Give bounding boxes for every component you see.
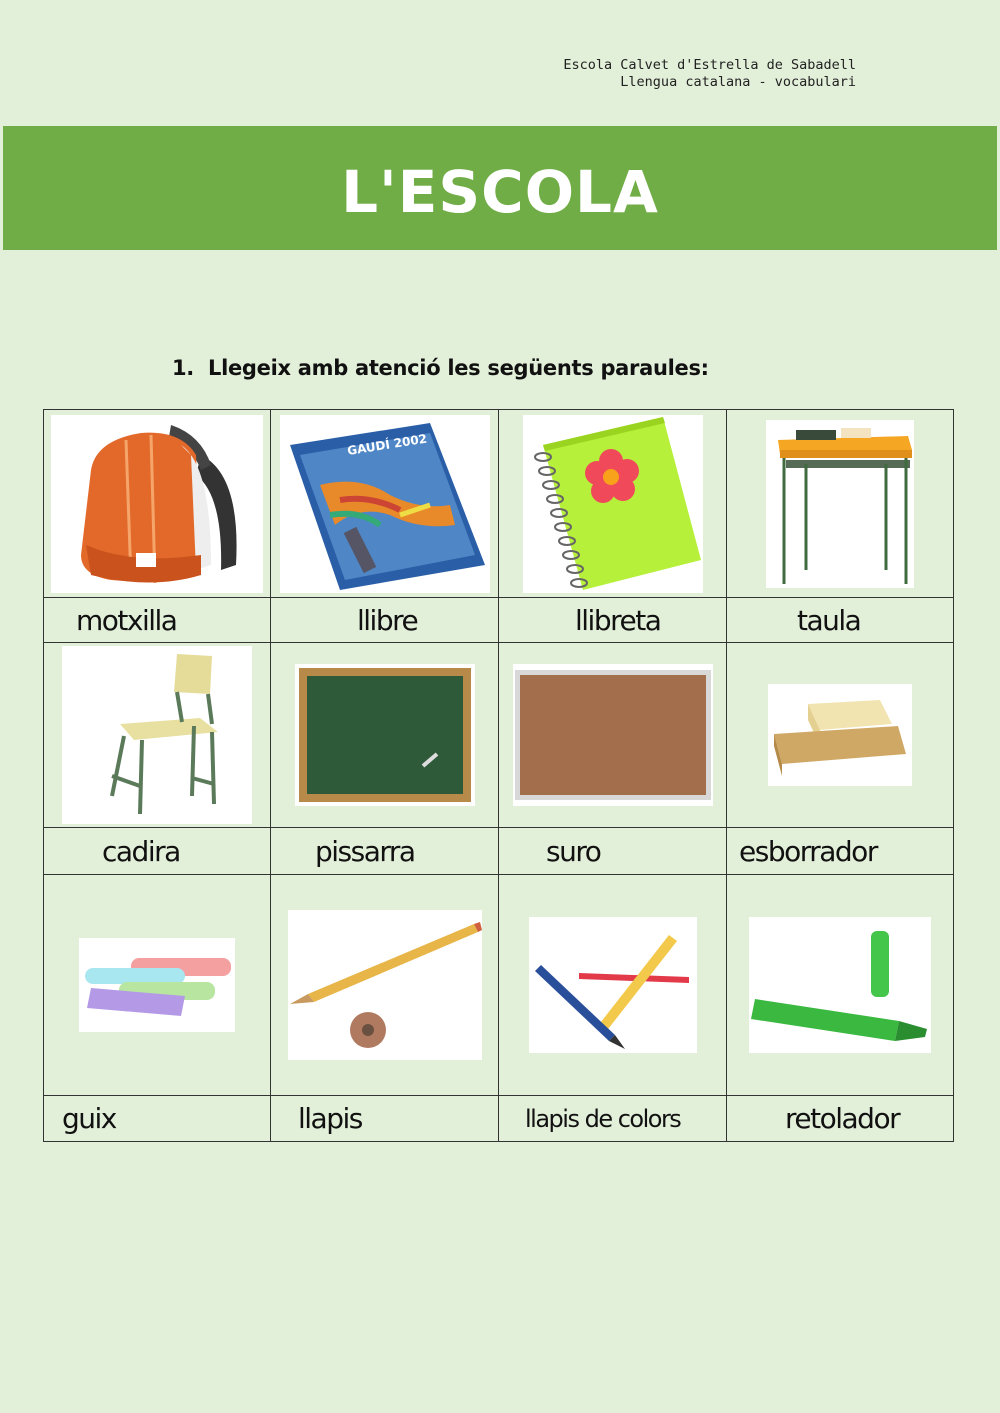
word-row: [44, 1096, 954, 1142]
instruction-text: Llegeix amb atenció les següents paraules:: [208, 356, 709, 380]
image-cell: [44, 410, 271, 598]
image-cell: [271, 875, 499, 1096]
word-llibre: llibre: [271, 598, 499, 643]
colored-pencils-image: [529, 917, 697, 1053]
pencil-image: [288, 910, 482, 1060]
page-title: L'ESCOLA: [341, 158, 659, 226]
image-row: [44, 410, 954, 598]
image-cell: [499, 410, 727, 598]
eraser-image: [768, 684, 912, 786]
word-llapis-de-colors: llapis de colors: [499, 1096, 727, 1142]
word-suro: suro: [499, 828, 727, 875]
image-cell: [727, 643, 954, 828]
image-row: [44, 643, 954, 828]
instruction-number: 1.: [172, 356, 194, 380]
school-name: Escola Calvet d'Estrella de Sabadell: [563, 57, 856, 73]
image-cell: [271, 643, 499, 828]
word-retolador: retolador: [727, 1096, 954, 1142]
backpack-image: [51, 415, 263, 593]
word-esborrador: esborrador: [727, 828, 954, 875]
book-cover-text: GAUDÍ 2002: [345, 431, 428, 458]
book-image: [280, 415, 490, 593]
image-cell: [499, 875, 727, 1096]
word-cadira: cadira: [44, 828, 271, 875]
image-cell: [44, 643, 271, 828]
chair-image: [62, 646, 252, 824]
word-taula: taula: [727, 598, 954, 643]
word-row: [44, 828, 954, 875]
word-llapis: llapis: [271, 1096, 499, 1142]
word-motxilla: motxilla: [44, 598, 271, 643]
vocabulary-table: [43, 409, 954, 1142]
subject-name: Llengua catalana - vocabulari: [620, 74, 856, 90]
image-cell: [499, 643, 727, 828]
instruction: [172, 356, 709, 380]
chalk-image: [79, 938, 235, 1032]
image-cell: [727, 410, 954, 598]
word-row: [44, 598, 954, 643]
image-cell: [271, 410, 499, 598]
blackboard-image: [295, 664, 475, 806]
word-pissarra: pissarra: [271, 828, 499, 875]
word-llibreta: llibreta: [499, 598, 727, 643]
image-row: [44, 875, 954, 1096]
desk-image: [766, 420, 914, 588]
school-header: [563, 57, 856, 91]
title-band: [3, 126, 997, 250]
corkboard-image: [513, 664, 713, 806]
marker-image: [749, 917, 931, 1053]
image-cell: [44, 875, 271, 1096]
word-guix: guix: [44, 1096, 271, 1142]
notebook-image: [523, 415, 703, 593]
image-cell: [727, 875, 954, 1096]
